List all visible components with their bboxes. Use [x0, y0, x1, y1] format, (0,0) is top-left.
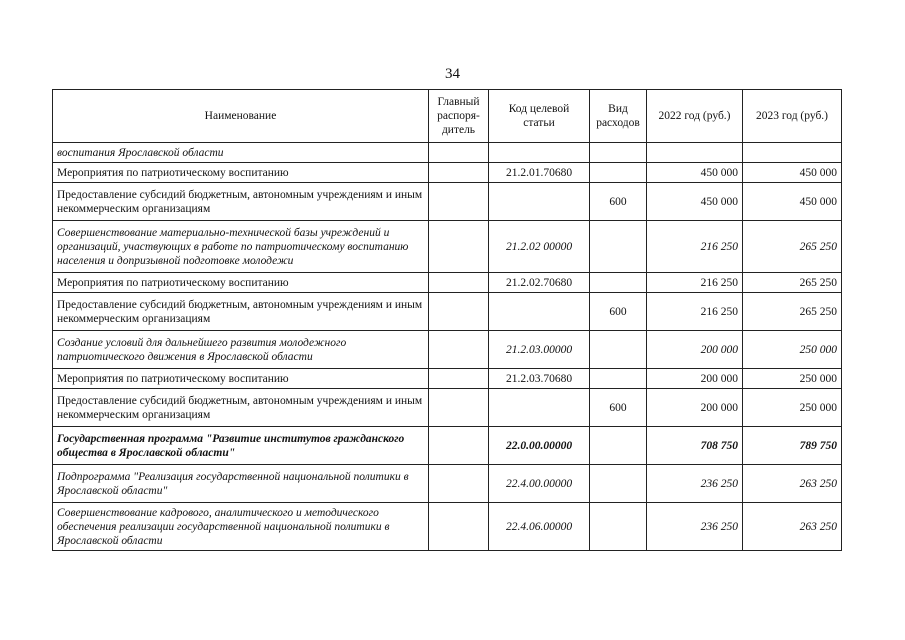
table-row — [53, 369, 842, 389]
cell-expense-type — [590, 331, 647, 369]
cell-amount-2023: 265 250 — [743, 221, 842, 273]
cell-name: Предоставление субсидий бюджетным, автономным учреждениям и иным некоммерческим организациям — [53, 293, 429, 331]
cell-main-manager — [429, 273, 489, 293]
cell-target-code: 21.2.02.70680 — [489, 273, 590, 293]
cell-amount-2023: 250 000 — [743, 369, 842, 389]
table-row — [53, 221, 842, 273]
cell-main-manager — [429, 293, 489, 331]
cell-amount-2023: 265 250 — [743, 273, 842, 293]
table-row — [53, 427, 842, 465]
cell-target-code: 22.4.00.00000 — [489, 465, 590, 503]
table-row — [53, 163, 842, 183]
cell-expense-type — [590, 503, 647, 551]
cell-expense-type: 600 — [590, 293, 647, 331]
cell-expense-type — [590, 221, 647, 273]
cell-expense-type — [590, 369, 647, 389]
cell-expense-type — [590, 427, 647, 465]
cell-target-code — [489, 183, 590, 221]
table-row — [53, 331, 842, 369]
cell-target-code: 21.2.01.70680 — [489, 163, 590, 183]
header-year-2023: 2023 год (руб.) — [743, 90, 842, 143]
cell-amount-2023: 250 000 — [743, 331, 842, 369]
cell-name: Совершенствование кадрового, аналитического и методического обеспечения реализации государственной национальной политики в Ярославской области — [53, 503, 429, 551]
cell-name: Совершенствование материально-технической базы учреждений и организаций, участвующих в работе по патриотическому воспитанию населения и допризывной подготовке молодежи — [53, 221, 429, 273]
cell-amount-2023: 265 250 — [743, 293, 842, 331]
header-main-manager: Главный распоря-дитель — [429, 90, 489, 143]
header-target-code: Код целевой статьи — [489, 90, 590, 143]
cell-target-code: 21.2.03.70680 — [489, 369, 590, 389]
cell-amount-2022: 236 250 — [647, 503, 743, 551]
cell-name: Мероприятия по патриотическому воспитанию — [53, 163, 429, 183]
cell-main-manager — [429, 369, 489, 389]
table-body — [53, 143, 842, 551]
cell-amount-2023: 450 000 — [743, 163, 842, 183]
cell-name: Предоставление субсидий бюджетным, автономным учреждениям и иным некоммерческим организациям — [53, 183, 429, 221]
cell-amount-2022: 450 000 — [647, 163, 743, 183]
table-header-row — [53, 90, 842, 143]
cell-amount-2022: 236 250 — [647, 465, 743, 503]
cell-amount-2022: 216 250 — [647, 273, 743, 293]
table-row — [53, 293, 842, 331]
cell-expense-type — [590, 273, 647, 293]
cell-name: Подпрограмма "Реализация государственной национальной политики в Ярославской области" — [53, 465, 429, 503]
cell-expense-type: 600 — [590, 183, 647, 221]
cell-amount-2023 — [743, 143, 842, 163]
cell-name: Мероприятия по патриотическому воспитанию — [53, 273, 429, 293]
cell-expense-type — [590, 163, 647, 183]
cell-main-manager — [429, 331, 489, 369]
cell-name: Государственная программа "Развитие институтов гражданского общества в Ярославской области" — [53, 427, 429, 465]
table-row — [53, 183, 842, 221]
cell-amount-2023: 450 000 — [743, 183, 842, 221]
cell-main-manager — [429, 183, 489, 221]
cell-name: Создание условий для дальнейшего развития молодежного патриотического движения в Ярославской области — [53, 331, 429, 369]
cell-main-manager — [429, 163, 489, 183]
table-row — [53, 143, 842, 163]
cell-target-code — [489, 293, 590, 331]
cell-amount-2023: 789 750 — [743, 427, 842, 465]
header-name: Наименование — [53, 90, 429, 143]
table-row — [53, 465, 842, 503]
cell-amount-2022: 200 000 — [647, 369, 743, 389]
cell-expense-type — [590, 143, 647, 163]
table-row — [53, 273, 842, 293]
cell-amount-2023: 263 250 — [743, 503, 842, 551]
cell-name: Мероприятия по патриотическому воспитанию — [53, 369, 429, 389]
cell-target-code — [489, 389, 590, 427]
cell-main-manager — [429, 221, 489, 273]
budget-table — [52, 89, 842, 551]
cell-amount-2022 — [647, 143, 743, 163]
cell-main-manager — [429, 465, 489, 503]
cell-amount-2022: 200 000 — [647, 389, 743, 427]
cell-amount-2023: 263 250 — [743, 465, 842, 503]
cell-amount-2022: 450 000 — [647, 183, 743, 221]
cell-amount-2022: 708 750 — [647, 427, 743, 465]
page-number: 34 — [445, 66, 460, 82]
cell-main-manager — [429, 503, 489, 551]
cell-expense-type — [590, 465, 647, 503]
cell-name: воспитания Ярославской области — [53, 143, 429, 163]
cell-amount-2023: 250 000 — [743, 389, 842, 427]
cell-amount-2022: 216 250 — [647, 293, 743, 331]
cell-target-code: 22.4.06.00000 — [489, 503, 590, 551]
cell-target-code: 21.2.03.00000 — [489, 331, 590, 369]
cell-amount-2022: 200 000 — [647, 331, 743, 369]
cell-name: Предоставление субсидий бюджетным, автономным учреждениям и иным некоммерческим организациям — [53, 389, 429, 427]
cell-expense-type: 600 — [590, 389, 647, 427]
cell-target-code: 21.2.02 00000 — [489, 221, 590, 273]
cell-main-manager — [429, 427, 489, 465]
header-year-2022: 2022 год (руб.) — [647, 90, 743, 143]
table-row — [53, 389, 842, 427]
cell-target-code: 22.0.00.00000 — [489, 427, 590, 465]
cell-amount-2022: 216 250 — [647, 221, 743, 273]
cell-target-code — [489, 143, 590, 163]
cell-main-manager — [429, 143, 489, 163]
table-row — [53, 503, 842, 551]
cell-main-manager — [429, 389, 489, 427]
header-expense-type: Вид расходов — [590, 90, 647, 143]
